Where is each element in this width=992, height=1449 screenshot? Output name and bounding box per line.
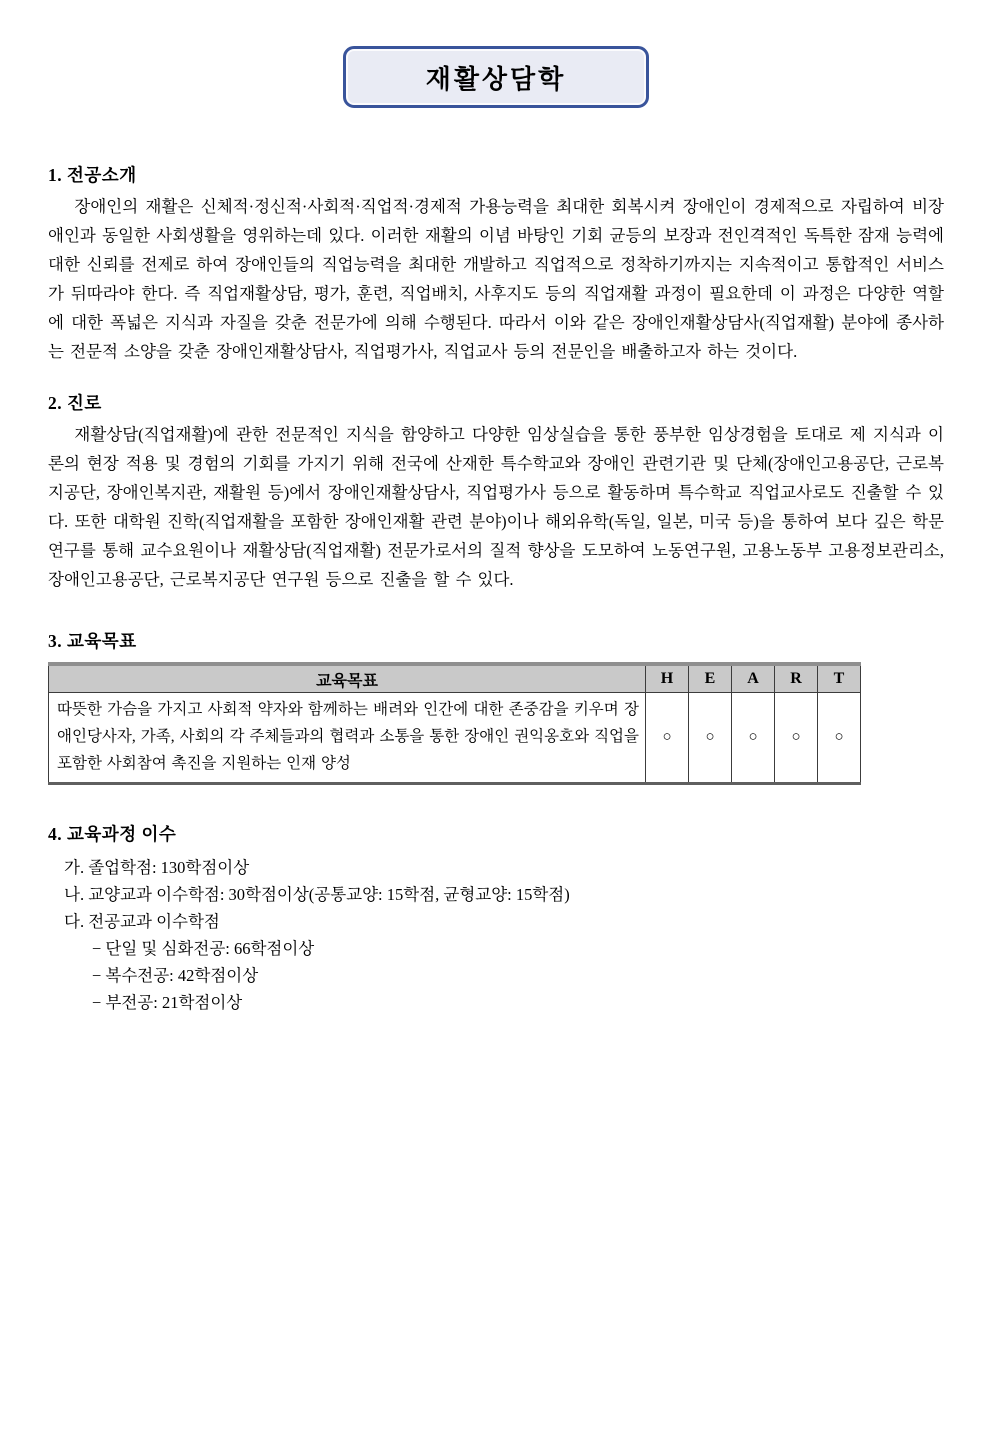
document-title-box bbox=[343, 46, 649, 108]
goal-table-header-a: A bbox=[732, 664, 775, 693]
goal-mark-r: ○ bbox=[775, 693, 818, 784]
course-item-major-credits: 다. 전공교과 이수학점 bbox=[64, 912, 220, 931]
document-body bbox=[0, 162, 992, 1016]
course-item-graduation-credits: 가. 졸업학점: 130학점이상 bbox=[64, 858, 250, 877]
section-1-heading: 1. 전공소개 bbox=[48, 165, 137, 185]
goal-table-header-goal: 교육목표 bbox=[49, 664, 646, 693]
course-subitem-minor: − 부전공: 21학점이상 bbox=[92, 993, 243, 1012]
goal-table-header-row bbox=[49, 664, 861, 693]
section-3-heading: 3. 교육목표 bbox=[48, 631, 137, 651]
course-subitem-single-intensive-major: − 단일 및 심화전공: 66학점이상 bbox=[92, 939, 315, 958]
section-4-heading: 4. 교육과정 이수 bbox=[48, 824, 177, 844]
section-1-paragraph: 장애인의 재활은 신체적·정신적·사회적·직업적·경제적 가용능력을 최대한 회복시켜 장애인이 경제적으로 자립하여 비장애인과 동일한 사회생활을 영위하는데 있다. 이러한 재활의 이념 바탕인 기회 균등의 보장과 전인격적인 독특한 잠재 능력에 대한 신뢰를 전제로 하여 장애인들의 직업능력을 최대한 개발하고 직업적으로 정착하기까지는 지속적이고 통합적인 서비스가 뒤따라야 한다. 즉 직업재활상담, 평가, 훈련, 직업배치, 사후지도 등의 직업재활 과정이 필요한데 이 과정은 다양한 역할에 대한 폭넓은 지식과 자질을 갖춘 전문가에 의해 수행된다. 따라서 이와 같은 장애인재활상담사(직업재활) 분야에 종사하는 전문적 소양을 갖춘 장애인재활상담사, 직업평가사, 직업교사 등의 전문인을 배출하고자 하는 것이다. bbox=[48, 197, 944, 361]
goal-mark-a: ○ bbox=[732, 693, 775, 784]
course-requirement-list bbox=[48, 854, 944, 1016]
goal-mark-h: ○ bbox=[646, 693, 689, 784]
course-subitem-double-major: − 복수전공: 42학점이상 bbox=[92, 966, 259, 985]
goal-mark-e: ○ bbox=[689, 693, 732, 784]
goal-mark-t: ○ bbox=[818, 693, 861, 784]
goal-table-header-h: H bbox=[646, 664, 689, 693]
goal-table-row bbox=[49, 693, 861, 784]
goal-table-header-t: T bbox=[818, 664, 861, 693]
section-2-heading: 2. 진로 bbox=[48, 393, 102, 413]
goal-table-header-e: E bbox=[689, 664, 732, 693]
education-goal-table bbox=[48, 662, 861, 785]
section-2-paragraph: 재활상담(직업재활)에 관한 전문적인 지식을 함양하고 다양한 임상실습을 통한 풍부한 임상경험을 토대로 제 지식과 이론의 현장 적용 및 경험의 기회를 가지기 위해 전국에 산재한 특수학교와 장애인 관련기관 및 단체(장애인고용공단, 근로복지공단, 장애인복지관, 재활원 등)에서 장애인재활상담사, 직업평가사 등으로 활동하며 특수학교 직업교사로도 진출할 수 있다. 또한 대학원 진학(직업재활을 포함한 장애인재활 관련 분야)이나 해외유학(독일, 일본, 미국 등)을 통하여 보다 깊은 학문연구를 통해 교수요원이나 재활상담(직업재활) 전문가로서의 질적 향상을 도모하여 노동연구원, 고용노동부 고용정보관리소, 장애인고용공단, 근로복지공단 연구원 등으로 진출을 할 수 있다. bbox=[48, 425, 944, 589]
goal-text-cell: 따뜻한 가슴을 가지고 사회적 약자와 함께하는 배려와 인간에 대한 존중감을 키우며 장애인당사자, 가족, 사회의 각 주체들과의 협력과 소통을 통한 장애인 권익옹호와 직업을 포함한 사회참여 촉진을 지원하는 인재 양성 bbox=[49, 693, 646, 784]
goal-table-header-r: R bbox=[775, 664, 818, 693]
course-item-liberal-arts-credits: 나. 교양교과 이수학점: 30학점이상(공통교양: 15학점, 균형교양: 15학점) bbox=[64, 885, 570, 904]
document-title: 재활상담학 bbox=[425, 64, 567, 94]
